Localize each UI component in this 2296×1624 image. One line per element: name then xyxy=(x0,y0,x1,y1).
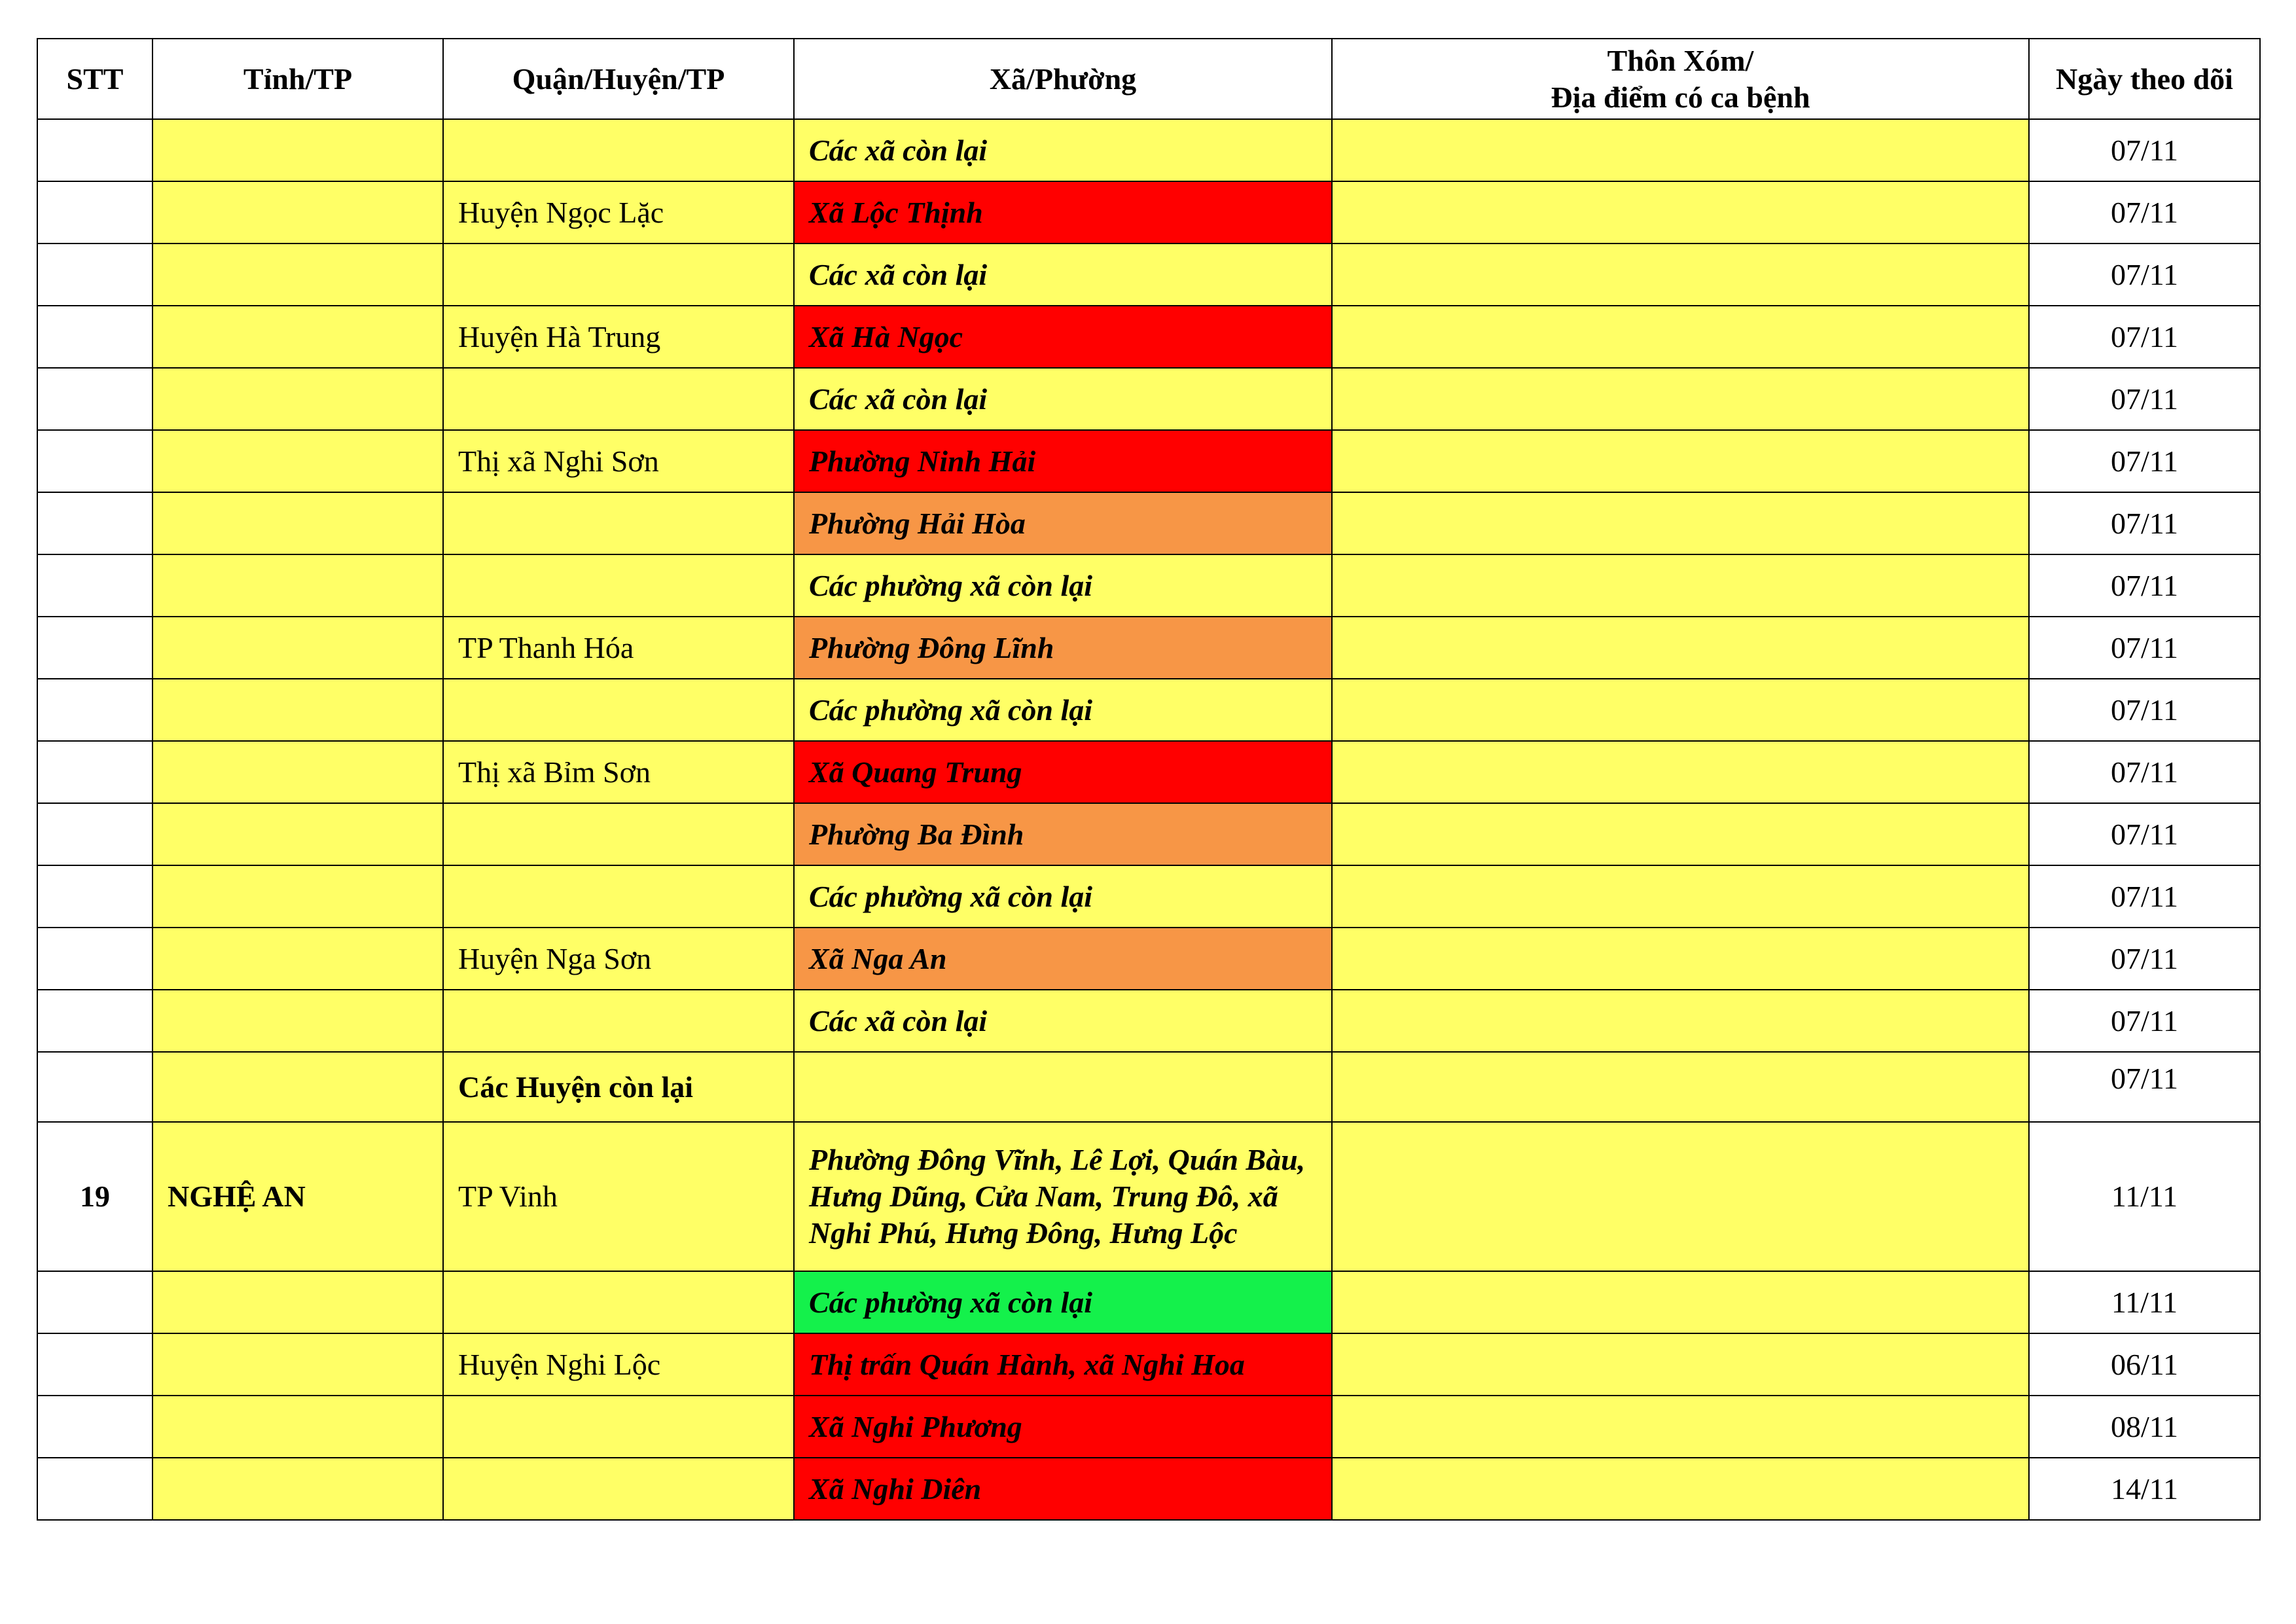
province-cell xyxy=(152,1271,443,1333)
table-row xyxy=(37,1271,2260,1333)
location-cell xyxy=(1332,181,2029,244)
stt-cell xyxy=(37,181,152,244)
province-cell xyxy=(152,1052,443,1122)
stt-cell xyxy=(37,679,152,741)
district-cell xyxy=(443,803,794,865)
date-cell: 14/11 xyxy=(2029,1458,2260,1520)
stt-cell xyxy=(37,119,152,181)
stt-cell xyxy=(37,430,152,492)
location-cell xyxy=(1332,306,2029,368)
table-row xyxy=(37,990,2260,1052)
province-cell xyxy=(152,741,443,803)
location-cell xyxy=(1332,1122,2029,1271)
table-row xyxy=(37,803,2260,865)
location-cell xyxy=(1332,679,2029,741)
location-cell xyxy=(1332,430,2029,492)
province-cell xyxy=(152,1458,443,1520)
district-cell xyxy=(443,679,794,741)
header-date: Ngày theo dõi xyxy=(2029,39,2260,119)
table-row xyxy=(37,430,2260,492)
location-cell xyxy=(1332,1052,2029,1122)
province-cell xyxy=(152,1396,443,1458)
province-cell xyxy=(152,617,443,679)
date-cell: 07/11 xyxy=(2029,741,2260,803)
district-cell xyxy=(443,990,794,1052)
stt-cell xyxy=(37,554,152,617)
location-cell xyxy=(1332,803,2029,865)
stt-cell xyxy=(37,928,152,990)
date-cell: 07/11 xyxy=(2029,430,2260,492)
table-row xyxy=(37,181,2260,244)
district-cell: Huyện Nghi Lộc xyxy=(443,1333,794,1396)
ward-cell: Phường Đông Lĩnh xyxy=(794,617,1332,679)
stt-cell xyxy=(37,1333,152,1396)
table-row xyxy=(37,617,2260,679)
province-cell xyxy=(152,430,443,492)
date-cell: 07/11 xyxy=(2029,368,2260,430)
location-cell xyxy=(1332,368,2029,430)
header-location-line2: Địa điểm có ca bệnh xyxy=(1551,80,1810,114)
stt-cell xyxy=(37,368,152,430)
date-cell: 07/11 xyxy=(2029,244,2260,306)
table-row xyxy=(37,368,2260,430)
district-cell xyxy=(443,244,794,306)
ward-cell: Xã Quang Trung xyxy=(794,741,1332,803)
stt-cell xyxy=(37,617,152,679)
table-row xyxy=(37,244,2260,306)
ward-cell: Xã Lộc Thịnh xyxy=(794,181,1332,244)
province-cell xyxy=(152,990,443,1052)
ward-cell: Các xã còn lại xyxy=(794,990,1332,1052)
location-cell xyxy=(1332,741,2029,803)
stt-cell xyxy=(37,1052,152,1122)
province-cell xyxy=(152,306,443,368)
table-row xyxy=(37,679,2260,741)
header-stt: STT xyxy=(37,39,152,119)
zone-status-table xyxy=(37,38,2261,1521)
province-cell xyxy=(152,554,443,617)
table-body xyxy=(37,119,2260,1520)
table-header xyxy=(37,39,2260,119)
date-cell: 08/11 xyxy=(2029,1396,2260,1458)
location-cell xyxy=(1332,244,2029,306)
province-cell xyxy=(152,368,443,430)
header-location-line1: Thôn Xóm/ xyxy=(1607,43,1754,77)
date-cell: 07/11 xyxy=(2029,306,2260,368)
district-cell xyxy=(443,1458,794,1520)
district-cell xyxy=(443,119,794,181)
header-location xyxy=(1332,39,2029,119)
location-cell xyxy=(1332,928,2029,990)
stt-cell xyxy=(37,990,152,1052)
ward-cell: Các phường xã còn lại xyxy=(794,1271,1332,1333)
district-cell: Huyện Nga Sơn xyxy=(443,928,794,990)
date-cell: 07/11 xyxy=(2029,865,2260,928)
stt-cell xyxy=(37,1271,152,1333)
district-cell xyxy=(443,1271,794,1333)
ward-cell: Phường Ninh Hải xyxy=(794,430,1332,492)
ward-cell: Xã Nghi Phương xyxy=(794,1396,1332,1458)
province-cell xyxy=(152,803,443,865)
ward-cell: Các xã còn lại xyxy=(794,244,1332,306)
province-cell xyxy=(152,1333,443,1396)
location-cell xyxy=(1332,865,2029,928)
date-cell: 07/11 xyxy=(2029,119,2260,181)
date-cell: 07/11 xyxy=(2029,617,2260,679)
ward-cell: Các xã còn lại xyxy=(794,368,1332,430)
table-row xyxy=(37,492,2260,554)
ward-cell: Phường Đông Vĩnh, Lê Lợi, Quán Bàu, Hưng Dũng, Cửa Nam, Trung Đô, xã Nghi Phú, Hưng Đông, Hưng Lộc xyxy=(794,1122,1332,1271)
district-cell xyxy=(443,368,794,430)
header-ward: Xã/Phường xyxy=(794,39,1332,119)
date-cell: 11/11 xyxy=(2029,1122,2260,1271)
location-cell xyxy=(1332,1271,2029,1333)
district-cell xyxy=(443,1396,794,1458)
location-cell xyxy=(1332,1458,2029,1520)
table-row xyxy=(37,1052,2260,1122)
table-row xyxy=(37,554,2260,617)
stt-cell xyxy=(37,1458,152,1520)
date-cell: 07/11 xyxy=(2029,679,2260,741)
location-cell xyxy=(1332,990,2029,1052)
stt-cell xyxy=(37,803,152,865)
location-cell xyxy=(1332,1333,2029,1396)
table-row xyxy=(37,306,2260,368)
stt-cell xyxy=(37,741,152,803)
district-cell: Các Huyện còn lại xyxy=(443,1052,794,1122)
header-province: Tỉnh/TP xyxy=(152,39,443,119)
district-cell xyxy=(443,865,794,928)
table-row xyxy=(37,1396,2260,1458)
table-row xyxy=(37,865,2260,928)
stt-cell: 19 xyxy=(37,1122,152,1271)
ward-cell: Xã Nghi Diên xyxy=(794,1458,1332,1520)
district-cell: Thị xã Bỉm Sơn xyxy=(443,741,794,803)
stt-cell xyxy=(37,306,152,368)
location-cell xyxy=(1332,1396,2029,1458)
date-cell: 07/11 xyxy=(2029,990,2260,1052)
date-cell: 07/11 xyxy=(2029,928,2260,990)
date-cell: 11/11 xyxy=(2029,1271,2260,1333)
province-cell xyxy=(152,119,443,181)
table-row xyxy=(37,1122,2260,1271)
ward-cell: Các phường xã còn lại xyxy=(794,679,1332,741)
table-row xyxy=(37,741,2260,803)
district-cell xyxy=(443,492,794,554)
ward-cell: Phường Ba Đình xyxy=(794,803,1332,865)
district-cell: Thị xã Nghi Sơn xyxy=(443,430,794,492)
ward-cell: Các phường xã còn lại xyxy=(794,865,1332,928)
ward-cell xyxy=(794,1052,1332,1122)
ward-cell: Phường Hải Hòa xyxy=(794,492,1332,554)
table-row xyxy=(37,1458,2260,1520)
date-cell: 07/11 xyxy=(2029,181,2260,244)
province-cell xyxy=(152,244,443,306)
ward-cell: Thị trấn Quán Hành, xã Nghi Hoa xyxy=(794,1333,1332,1396)
province-cell xyxy=(152,492,443,554)
table-row xyxy=(37,119,2260,181)
province-cell: NGHỆ AN xyxy=(152,1122,443,1271)
province-cell xyxy=(152,928,443,990)
stt-cell xyxy=(37,244,152,306)
ward-cell: Các phường xã còn lại xyxy=(794,554,1332,617)
date-cell: 07/11 xyxy=(2029,1052,2260,1122)
province-cell xyxy=(152,181,443,244)
date-cell: 07/11 xyxy=(2029,492,2260,554)
district-cell: Huyện Ngọc Lặc xyxy=(443,181,794,244)
location-cell xyxy=(1332,119,2029,181)
table-row xyxy=(37,928,2260,990)
date-cell: 07/11 xyxy=(2029,554,2260,617)
district-cell xyxy=(443,554,794,617)
location-cell xyxy=(1332,492,2029,554)
province-cell xyxy=(152,865,443,928)
location-cell xyxy=(1332,554,2029,617)
stt-cell xyxy=(37,865,152,928)
stt-cell xyxy=(37,492,152,554)
ward-cell: Các xã còn lại xyxy=(794,119,1332,181)
ward-cell: Xã Nga An xyxy=(794,928,1332,990)
location-cell xyxy=(1332,617,2029,679)
table-row xyxy=(37,1333,2260,1396)
date-cell: 07/11 xyxy=(2029,803,2260,865)
district-cell: TP Vinh xyxy=(443,1122,794,1271)
header-district: Quận/Huyện/TP xyxy=(443,39,794,119)
date-cell: 06/11 xyxy=(2029,1333,2260,1396)
district-cell: Huyện Hà Trung xyxy=(443,306,794,368)
district-cell: TP Thanh Hóa xyxy=(443,617,794,679)
stt-cell xyxy=(37,1396,152,1458)
document-page xyxy=(37,38,2259,1521)
ward-cell: Xã Hà Ngọc xyxy=(794,306,1332,368)
province-cell xyxy=(152,679,443,741)
